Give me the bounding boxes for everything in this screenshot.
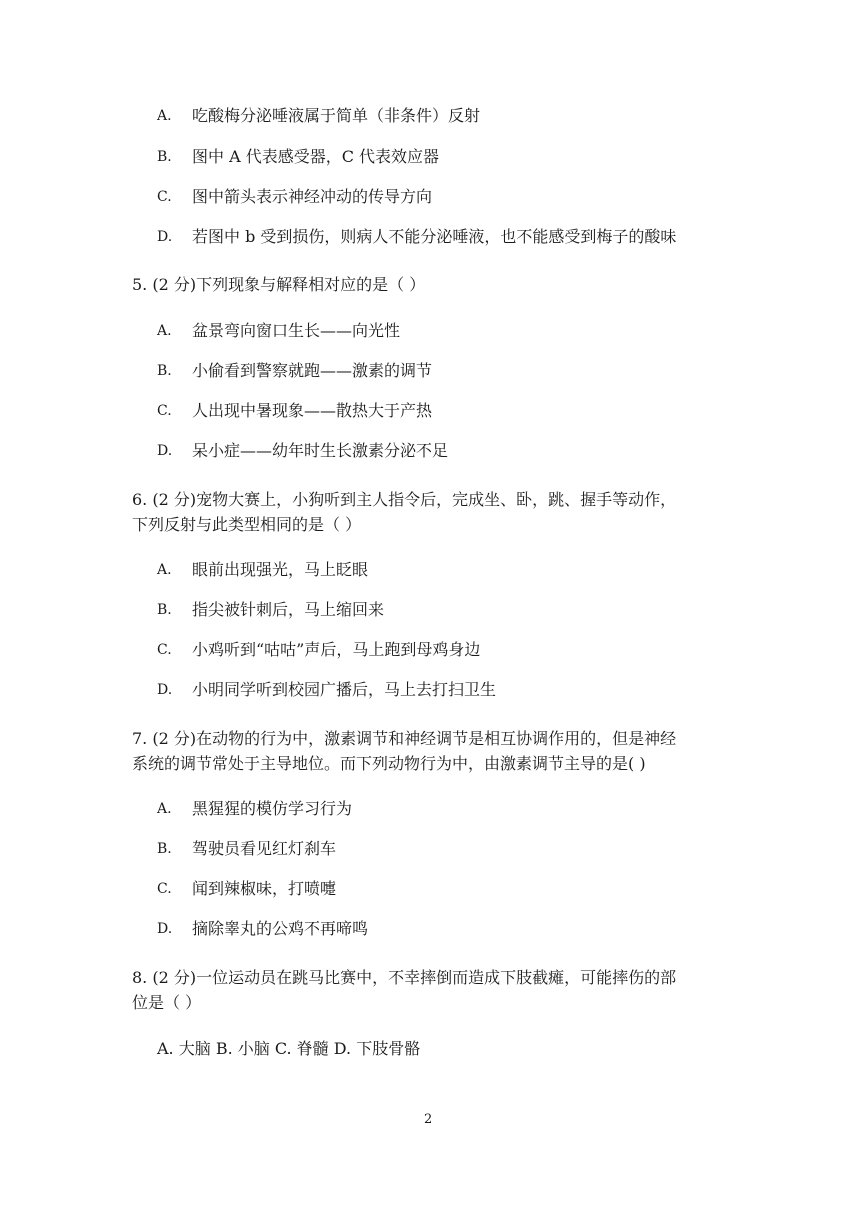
q7-option-a-letter: A. [157, 801, 172, 817]
q7-option-a-text: 黑猩猩的模仿学习行为 [192, 799, 353, 818]
q7-stem-line1: 7. (2 分)在动物的行为中，激素调节和神经调节是相互协调作用的，但是神经 [132, 729, 677, 748]
q8-stem-line2: 位是（ ） [132, 993, 202, 1012]
q8-options: A. 大脑 B. 小脑 C. 脊髓 D. 下肢骨骼 [157, 1039, 421, 1058]
q5-option-d-letter: D. [157, 443, 173, 459]
q6-option-b-text: 指尖被针刺后，马上缩回来 [192, 600, 385, 619]
q7-option-d-text: 摘除睾丸的公鸡不再啼鸣 [192, 919, 369, 938]
q4-option-d-letter: D. [157, 229, 173, 245]
q5-stem: 5. (2 分)下列现象与解释相对应的是（ ） [132, 275, 426, 294]
q7-option-c-text: 闻到辣椒味，打喷嚏 [192, 879, 337, 898]
q7-option-c-letter: C. [157, 881, 172, 897]
q5-option-a-text: 盆景弯向窗口生长——向光性 [192, 321, 401, 340]
q4-option-c-letter: C. [157, 189, 172, 205]
q6-option-c-text: 小鸡听到“咕咕”声后，马上跑到母鸡身边 [192, 640, 481, 659]
q8-stem-line1: 8. (2 分)一位运动员在跳马比赛中，不幸摔倒而造成下肢截瘫，可能摔伤的部 [132, 968, 677, 987]
q7-option-d-letter: D. [157, 921, 173, 937]
q4-option-b-letter: B. [157, 149, 172, 165]
q6-option-b-letter: B. [157, 602, 172, 618]
q4-option-a-letter: A. [157, 108, 172, 124]
q5-option-b-letter: B. [157, 363, 172, 379]
page-number: 2 [424, 1112, 433, 1127]
q6-option-d-letter: D. [157, 682, 173, 698]
q5-option-d-text: 呆小症——幼年时生长激素分泌不足 [192, 441, 449, 460]
q7-option-b-text: 驾驶员看见红灯刹车 [192, 839, 337, 858]
q5-option-a-letter: A. [157, 323, 172, 339]
q4-option-a-text: 吃酸梅分泌唾液属于简单（非条件）反射 [192, 106, 481, 125]
q7-stem-line2: 系统的调节常处于主导地位。而下列动物行为中，由激素调节主导的是( ) [132, 754, 646, 773]
q5-option-c-text: 人出现中暑现象——散热大于产热 [192, 401, 433, 420]
q6-stem-line2: 下列反射与此类型相同的是（ ） [132, 515, 362, 534]
q5-option-c-letter: C. [157, 403, 172, 419]
q7-option-b-letter: B. [157, 841, 172, 857]
q5-option-b-text: 小偷看到警察就跑——激素的调节 [192, 361, 433, 380]
q6-option-d-text: 小明同学听到校园广播后，马上去打扫卫生 [192, 680, 497, 699]
q4-option-b-text: 图中 A 代表感受器，C 代表效应器 [192, 147, 440, 166]
q4-option-c-text: 图中箭头表示神经冲动的传导方向 [192, 187, 433, 206]
q6-stem-line1: 6. (2 分)宠物大赛上，小狗听到主人指令后，完成坐、卧，跳、握手等动作， [132, 490, 677, 509]
q6-option-a-text: 眼前出现强光，马上眨眼 [192, 560, 369, 579]
q4-option-d-text: 若图中 b 受到损伤，则病人不能分泌唾液，也不能感受到梅子的酸味 [192, 227, 677, 246]
q6-option-a-letter: A. [157, 562, 172, 578]
q6-option-c-letter: C. [157, 642, 172, 658]
